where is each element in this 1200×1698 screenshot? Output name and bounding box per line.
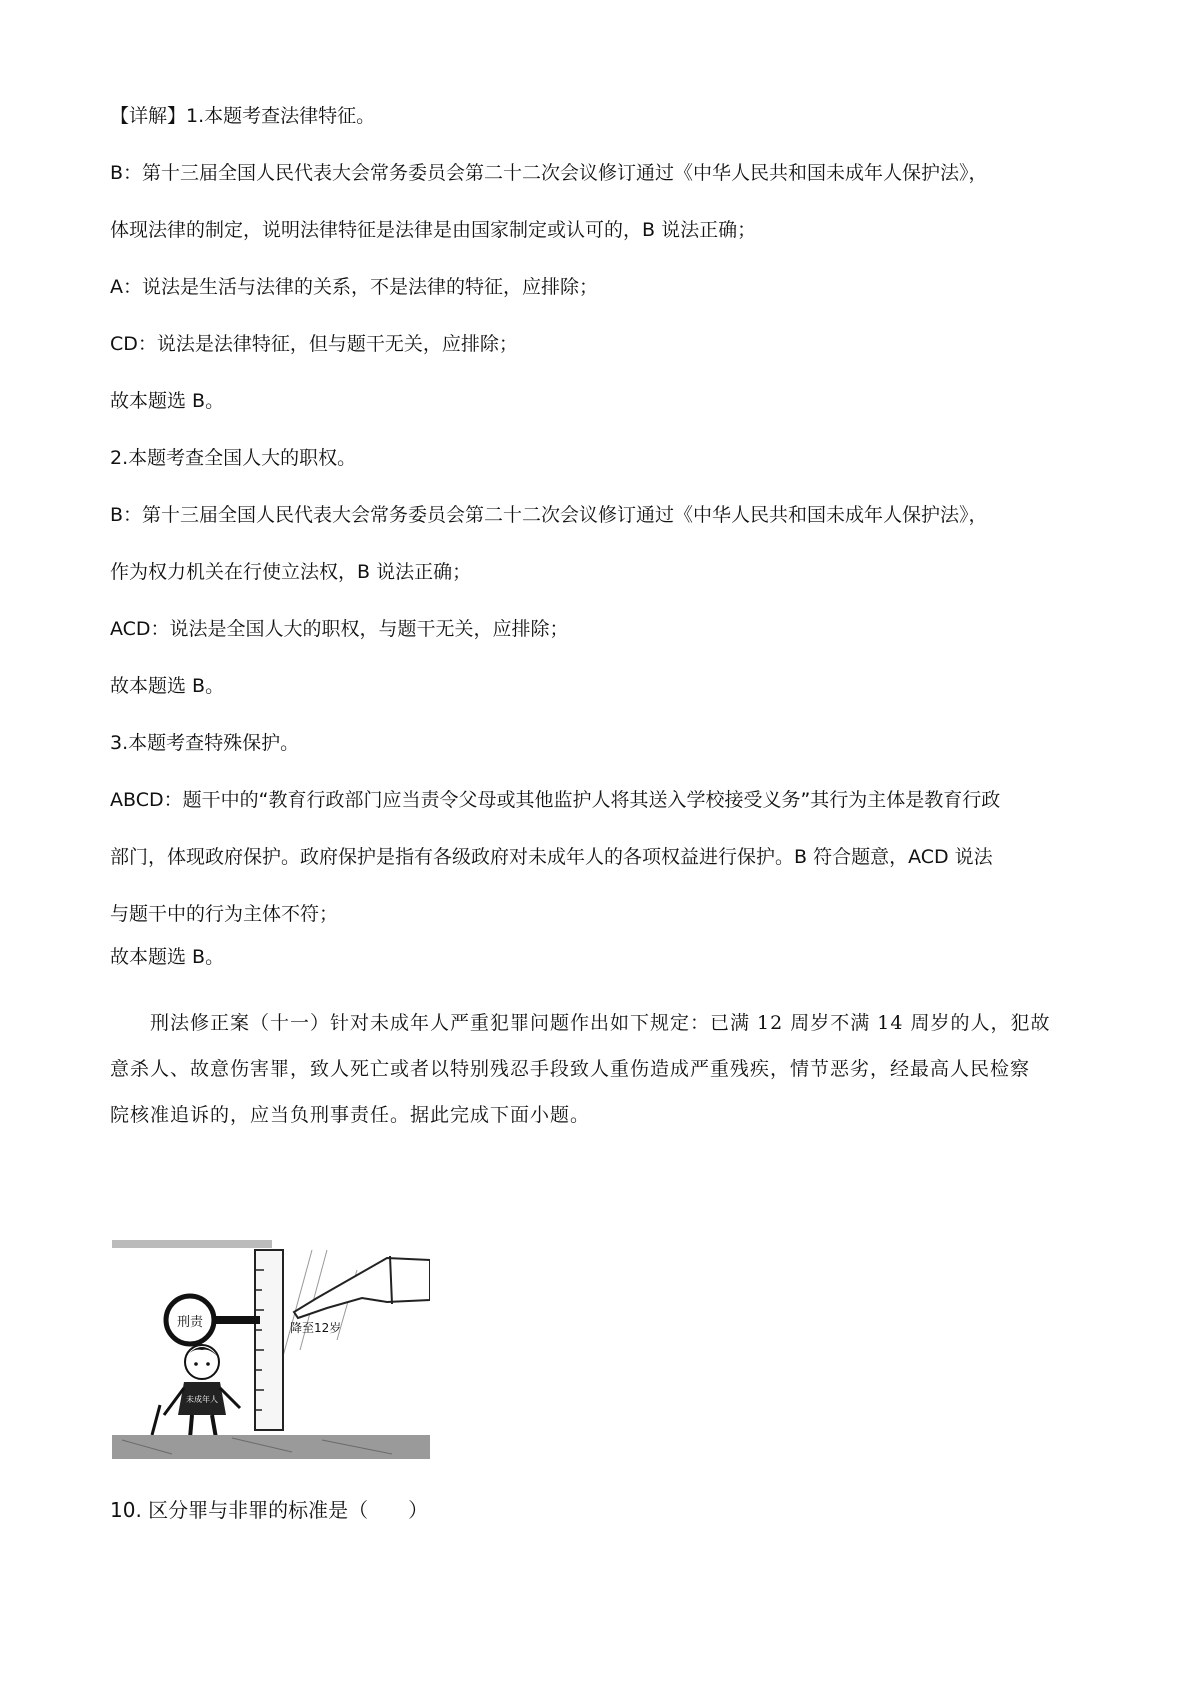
boy-eye-left <box>194 1362 198 1366</box>
top-strip <box>112 1240 272 1248</box>
passage-line1: 刑法修正案（十一）针对未成年人严重犯罪问题作出如下规定：已满 12 周岁不满 14 周岁的人，犯故 <box>150 1012 1051 1034</box>
q3-line3: 与题干中的行为主体不符； <box>110 903 339 925</box>
knife-icon <box>152 1405 160 1435</box>
q1-option-b-line2: 体现法律的制定，说明法律特征是法律是由国家制定或认可的，B 说法正确； <box>110 219 757 241</box>
q1-option-cd: CD：说法是法律特征，但与题干无关，应排除； <box>110 333 518 355</box>
explanation-heading: 【详解】1.本题考查法律特征。 <box>110 105 376 127</box>
q2-option-b-line1: B：第十三届全国人民代表大会常务委员会第二十二次会议修订通过《中华人民共和国未成年人保护法》， <box>110 504 988 526</box>
q3-line2: 部门，体现政府保护。政府保护是指有各级政府对未成年人的各项权益进行保护。B 符合题意，ACD 说法 <box>110 846 993 868</box>
passage-line2: 意杀人、故意伤害罪，致人死亡或者以特别残忍手段致人重伤造成严重残疾，情节恶劣，经最高人民检察 <box>110 1058 1031 1080</box>
q2-answer: 故本题选 B。 <box>110 675 225 697</box>
boy-leg-left <box>190 1415 192 1438</box>
ruler-post <box>255 1250 283 1430</box>
magnifier-handle <box>212 1316 260 1324</box>
cartoon-illustration <box>112 1240 430 1462</box>
q1-option-b-line1: B：第十三届全国人民代表大会常务委员会第二十二次会议修订通过《中华人民共和国未成年人保护法》， <box>110 162 988 184</box>
q1-answer: 故本题选 B。 <box>110 390 225 412</box>
q2-option-b-line2: 作为权力机关在行使立法权，B 说法正确； <box>110 561 472 583</box>
q3-heading: 3.本题考查特殊保护。 <box>110 732 300 754</box>
q3-answer: 故本题选 B。 <box>110 946 225 968</box>
boy-eye-right <box>206 1362 210 1366</box>
arrow-label: 降至12岁 <box>290 1321 342 1335</box>
question-10: 10. 区分罪与非罪的标准是（ ） <box>110 1498 429 1522</box>
magnifier-label: 刑责 <box>176 1315 204 1330</box>
shirt-label: 未成年人 <box>186 1395 218 1404</box>
q1-option-a: A：说法是生活与法律的关系，不是法律的特征，应排除； <box>110 276 598 298</box>
q2-option-acd: ACD：说法是全国人大的职权，与题干无关，应排除； <box>110 618 569 640</box>
pointing-hand <box>294 1258 430 1318</box>
q2-heading: 2.本题考查全国人大的职权。 <box>110 447 357 469</box>
boy-head <box>185 1345 219 1379</box>
boy-leg-right <box>212 1415 216 1438</box>
passage-line3: 院核准追诉的，应当负刑事责任。据此完成下面小题。 <box>110 1104 591 1126</box>
q3-line1: ABCD：题干中的“教育行政部门应当责令父母或其他监护人将其送入学校接受义务”其行为主体是教育行政 <box>110 789 1001 811</box>
